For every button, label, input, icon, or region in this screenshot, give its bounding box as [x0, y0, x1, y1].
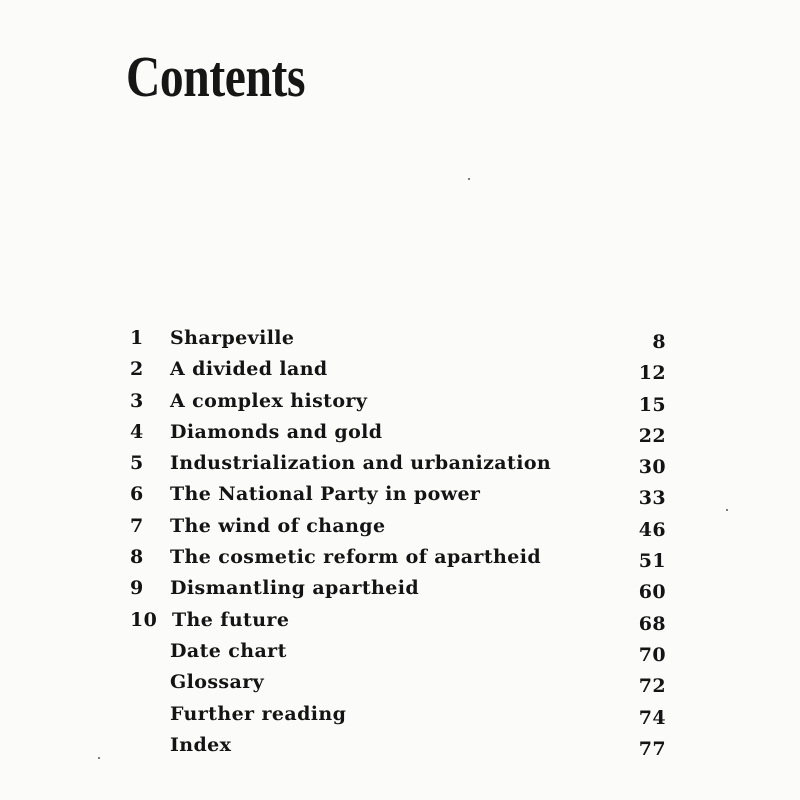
section-title: Glossary	[170, 671, 265, 694]
section-title: Index	[170, 733, 232, 756]
chapter-number: 10	[130, 608, 158, 631]
toc-entry	[130, 479, 670, 510]
page-number: 22	[638, 424, 666, 447]
chapter-title: Dismantling apartheid	[170, 577, 420, 600]
page-number: 8	[652, 331, 666, 353]
toc-entry	[130, 667, 670, 698]
chapter-number: 8	[130, 546, 144, 569]
page-number: 46	[638, 518, 666, 541]
toc-entry	[130, 448, 670, 479]
chapter-number: 2	[130, 358, 144, 381]
chapter-title: The National Party in power	[170, 483, 481, 506]
page-number: 74	[638, 706, 666, 729]
section-title: Further reading	[170, 702, 347, 725]
page-number: 72	[638, 675, 666, 698]
toc-entry	[130, 542, 670, 573]
toc-entry	[130, 699, 670, 730]
chapter-number: 3	[130, 389, 144, 412]
print-speck	[98, 757, 100, 759]
chapter-number: 4	[130, 420, 144, 443]
toc-entry	[130, 605, 670, 636]
toc-entry	[130, 730, 670, 761]
toc-entry	[130, 354, 670, 385]
toc-entry	[130, 323, 670, 354]
chapter-title: The cosmetic reform of apartheid	[170, 546, 541, 569]
chapter-number: 9	[130, 577, 144, 600]
page-number: 60	[638, 581, 666, 604]
page-title: Contents	[126, 44, 306, 109]
print-speck	[726, 509, 728, 511]
chapter-title: A complex history	[170, 389, 368, 412]
toc-entry	[130, 573, 670, 604]
page-number: 15	[638, 393, 666, 416]
chapter-number: 6	[130, 483, 144, 506]
chapter-title: Diamonds and gold	[170, 420, 383, 443]
page-number: 70	[638, 643, 666, 666]
section-title: Date chart	[170, 639, 287, 662]
chapter-title: The wind of change	[170, 514, 386, 537]
page-number: 30	[638, 456, 666, 479]
page-number: 68	[638, 612, 666, 635]
print-speck	[468, 178, 470, 180]
toc-entry	[130, 636, 670, 667]
chapter-number: 7	[130, 514, 144, 537]
chapter-number: 1	[130, 327, 144, 349]
toc-entry	[130, 386, 670, 417]
page-number: 33	[638, 487, 666, 510]
chapter-title: Industrialization and urbanization	[170, 452, 552, 475]
page-number: 51	[638, 550, 666, 573]
chapter-number: 5	[130, 452, 144, 475]
page-number: 12	[638, 362, 666, 385]
chapter-title: A divided land	[170, 358, 328, 381]
chapter-title: The future	[172, 608, 290, 631]
toc-entry	[130, 511, 670, 542]
chapter-title: Sharpeville	[170, 327, 295, 349]
page-number: 77	[638, 737, 666, 760]
table-of-contents	[130, 323, 670, 761]
toc-entry	[130, 417, 670, 448]
